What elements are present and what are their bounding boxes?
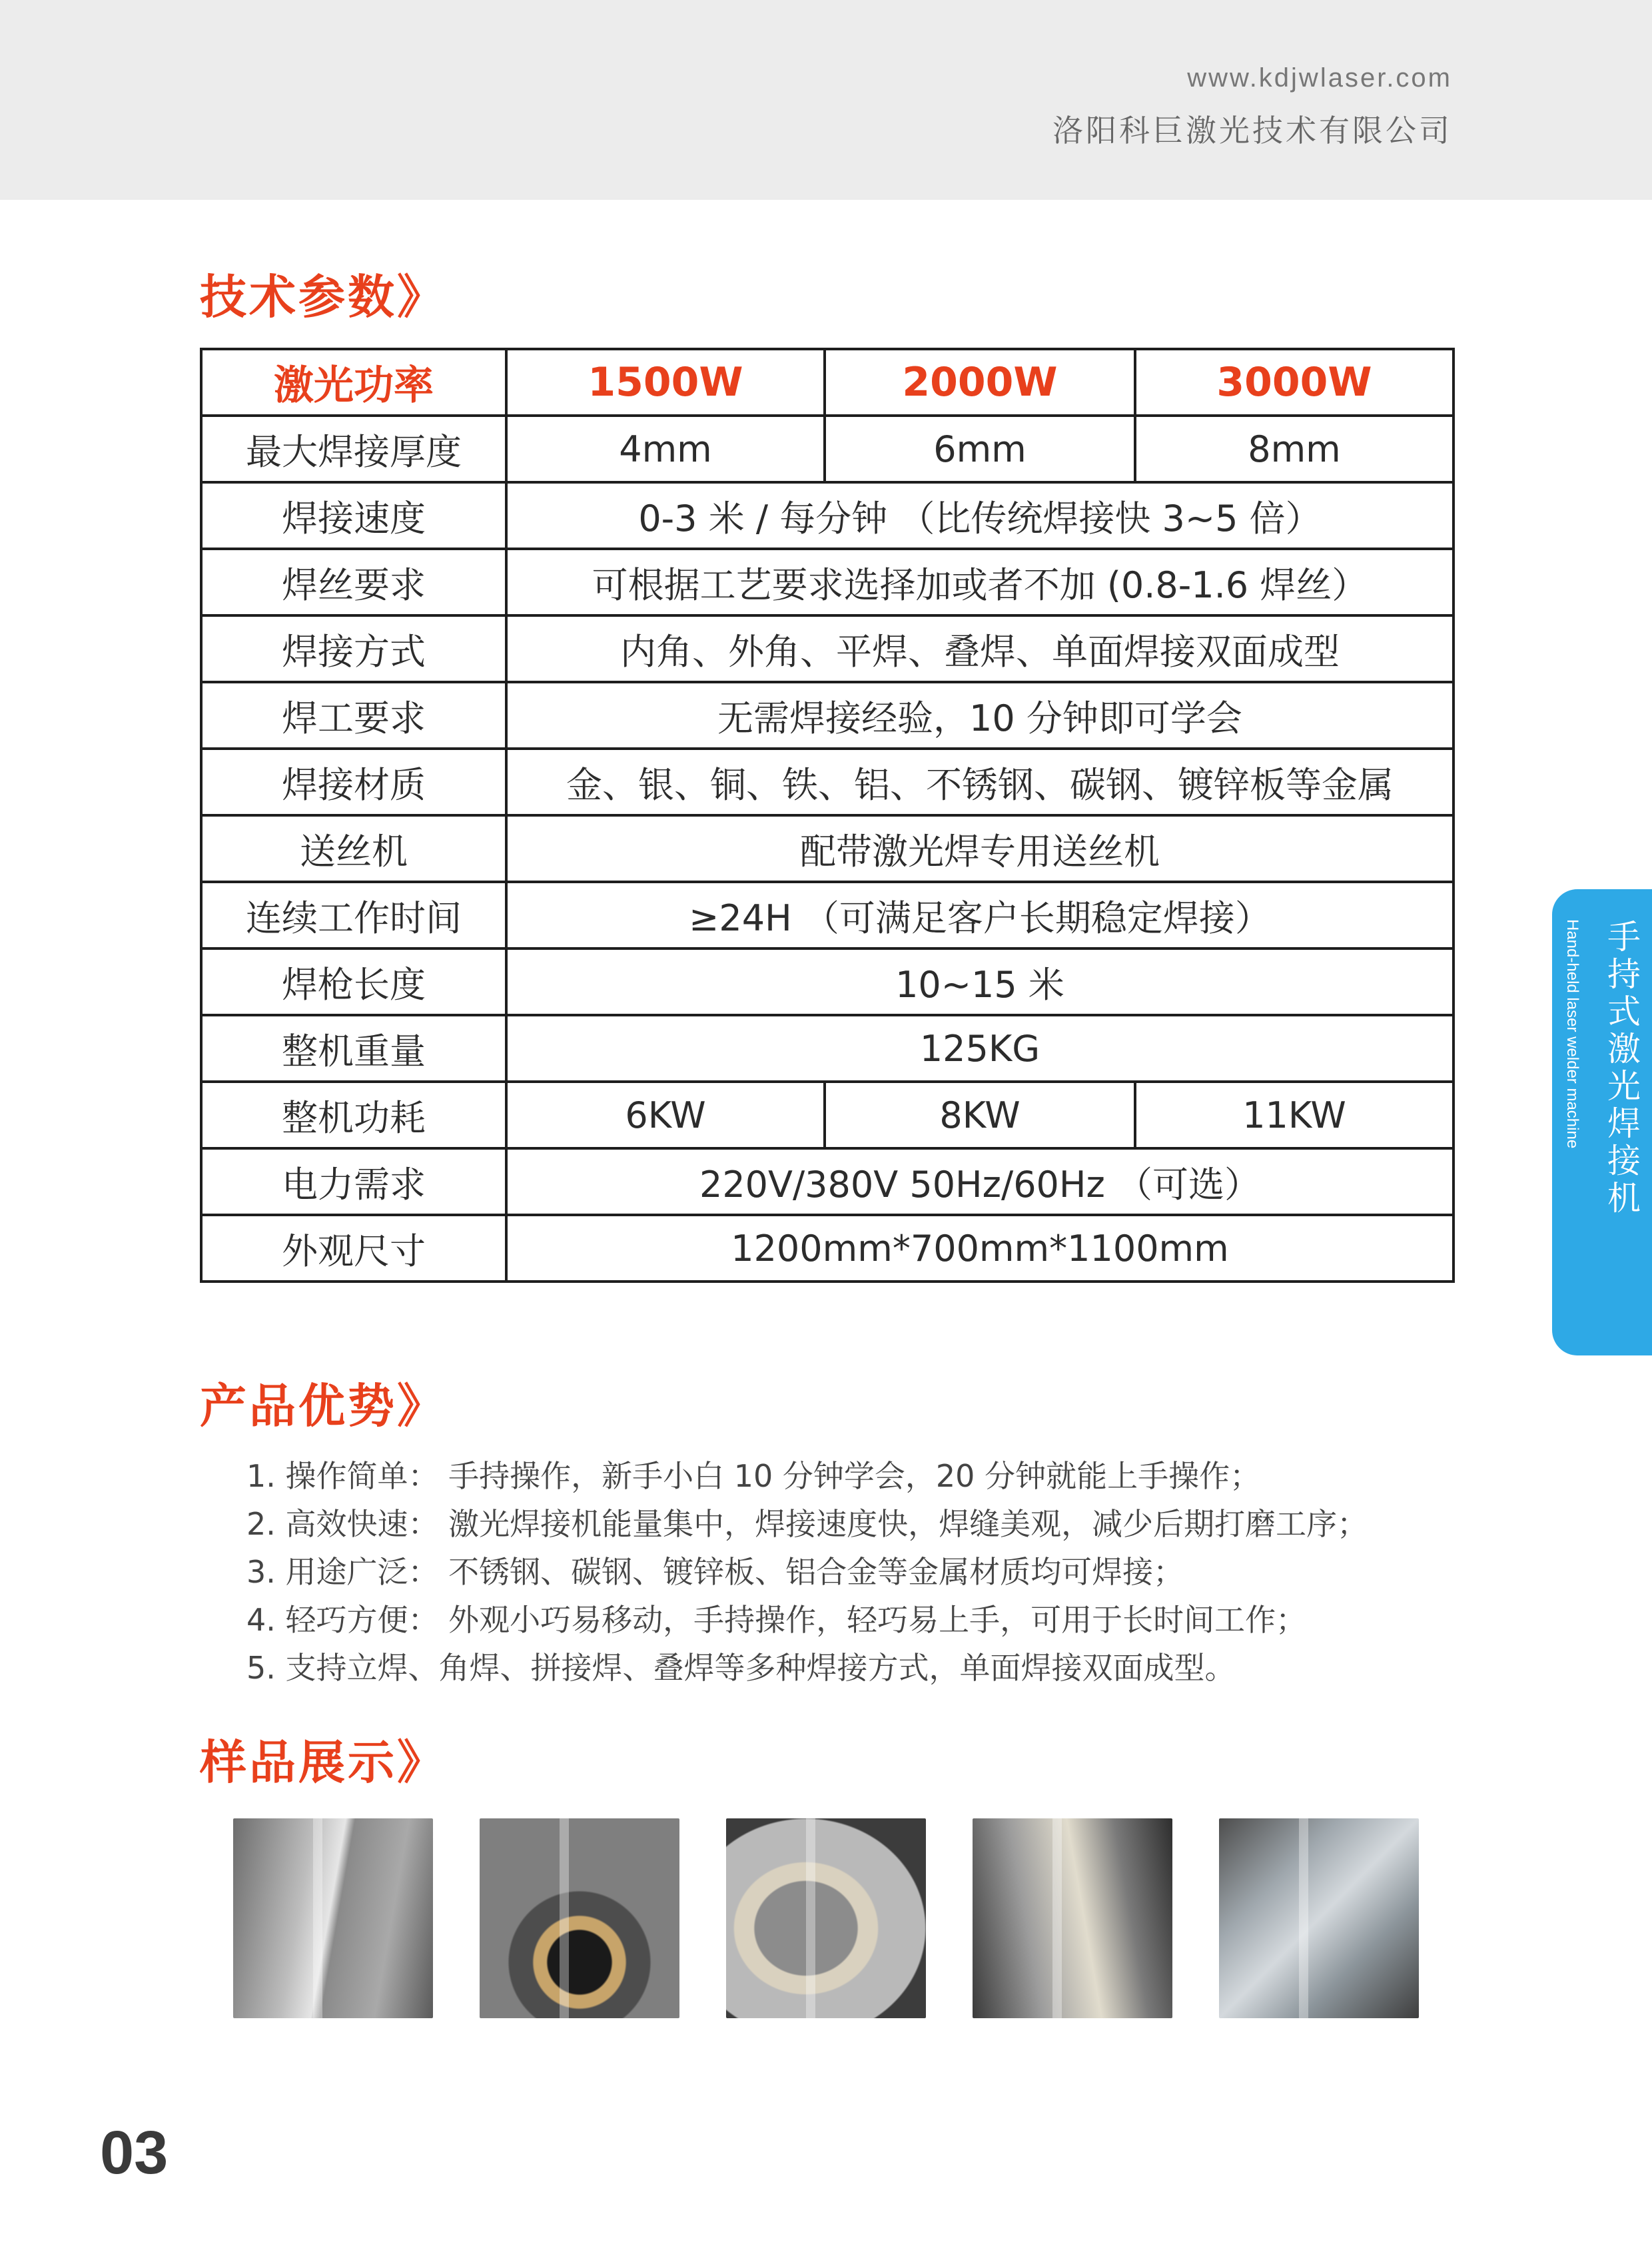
row-label-cell: 连续工作时间 <box>201 882 506 948</box>
website-url: www.kdjwlaser.com <box>1187 63 1452 93</box>
row-value-cell: ≥24H （可满足客户长期稳定焊接） <box>506 882 1453 948</box>
list-item: 5. 支持立焊、角焊、拼接焊、叠焊等多种焊接方式，单面焊接双面成型。 <box>246 1650 1236 1686</box>
row-value-cell: 4mm <box>506 416 825 482</box>
table-row <box>201 815 1453 882</box>
row-value-cell: 10~15 米 <box>506 948 1453 1015</box>
table-row <box>201 1148 1453 1215</box>
row-value-cell: 8mm <box>1135 416 1453 482</box>
row-label-cell: 焊工要求 <box>201 682 506 749</box>
row-label-cell: 外观尺寸 <box>201 1215 506 1282</box>
table-row <box>201 749 1453 815</box>
row-value-cell: 11KW <box>1135 1082 1453 1148</box>
list-item: 4. 轻巧方便： 外观小巧易移动，手持操作，轻巧易上手，可用于长时间工作； <box>246 1602 1307 1638</box>
table-row <box>201 416 1453 482</box>
header-power-cell: 2000W <box>825 349 1135 416</box>
row-label-cell: 整机功耗 <box>201 1082 506 1148</box>
row-label-cell: 最大焊接厚度 <box>201 416 506 482</box>
row-value-cell: 6KW <box>506 1082 825 1148</box>
row-value-cell: 0-3 米 / 每分钟 （比传统焊接快 3~5 倍） <box>506 482 1453 549</box>
company-name: 洛阳科巨激光技术有限公司 <box>1052 113 1452 149</box>
row-value-cell: 1200mm*700mm*1100mm <box>506 1215 1453 1282</box>
page-number: 03 <box>100 2119 169 2187</box>
row-label-cell: 整机重量 <box>201 1015 506 1082</box>
specs-section-title: 技术参数》 <box>200 270 446 324</box>
table-header-row <box>201 349 1453 416</box>
table-row <box>201 1015 1453 1082</box>
row-label-cell: 送丝机 <box>201 815 506 882</box>
row-label-cell: 焊接方式 <box>201 615 506 682</box>
list-item: 1. 操作简单： 手持操作，新手小白 10 分钟学会，20 分钟就能上手操作； <box>246 1458 1261 1494</box>
advantages-section-title: 产品优势》 <box>200 1379 446 1433</box>
samples-section-title: 样品展示》 <box>200 1735 446 1790</box>
row-value-cell: 8KW <box>825 1082 1135 1148</box>
row-label-cell: 焊接材质 <box>201 749 506 815</box>
sample-photo-pipe-weld <box>480 1818 679 2018</box>
table-row <box>201 882 1453 948</box>
header-label-cell: 激光功率 <box>201 349 506 416</box>
page-header <box>0 0 1652 200</box>
advantages-list <box>246 1452 1368 1692</box>
sample-photo-sheet-weld <box>973 1818 1172 2018</box>
row-value-cell: 内角、外角、平焊、叠焊、单面焊接双面成型 <box>506 615 1453 682</box>
header-power-cell: 1500W <box>506 349 825 416</box>
sample-photo-corner-weld <box>233 1818 433 2018</box>
row-value-cell: 金、银、铜、铁、铝、不锈钢、碳钢、镀锌板等金属 <box>506 749 1453 815</box>
sample-photo-galvanized-weld <box>1219 1818 1419 2018</box>
row-label-cell: 焊丝要求 <box>201 549 506 615</box>
header-power-cell: 3000W <box>1135 349 1453 416</box>
table-row <box>201 482 1453 549</box>
table-row <box>201 682 1453 749</box>
row-label-cell: 焊枪长度 <box>201 948 506 1015</box>
table-row <box>201 1082 1453 1148</box>
row-value-cell: 配带激光焊专用送丝机 <box>506 815 1453 882</box>
side-tab-title: 手持式激光焊接机 <box>1602 919 1641 1218</box>
table-row <box>201 948 1453 1015</box>
row-value-cell: 125KG <box>506 1015 1453 1082</box>
table-row <box>201 1215 1453 1282</box>
row-value-cell: 无需焊接经验，10 分钟即可学会 <box>506 682 1453 749</box>
table-row <box>201 615 1453 682</box>
row-value-cell: 6mm <box>825 416 1135 482</box>
row-value-cell: 可根据工艺要求选择加或者不加 (0.8-1.6 焊丝） <box>506 549 1453 615</box>
list-item: 3. 用途广泛： 不锈钢、碳钢、镀锌板、铝合金等金属材质均可焊接； <box>246 1554 1184 1590</box>
sample-photo-cylinder-weld <box>726 1818 926 2018</box>
row-label-cell: 电力需求 <box>201 1148 506 1215</box>
row-label-cell: 焊接速度 <box>201 482 506 549</box>
spec-table <box>200 348 1455 1283</box>
row-value-cell: 220V/380V 50Hz/60Hz （可选） <box>506 1148 1453 1215</box>
side-tab-subtitle: Hand-held laser welder machine <box>1563 919 1581 1149</box>
list-item: 2. 高效快速： 激光焊接机能量集中，焊接速度快，焊缝美观，减少后期打磨工序； <box>246 1506 1368 1542</box>
table-row <box>201 549 1453 615</box>
